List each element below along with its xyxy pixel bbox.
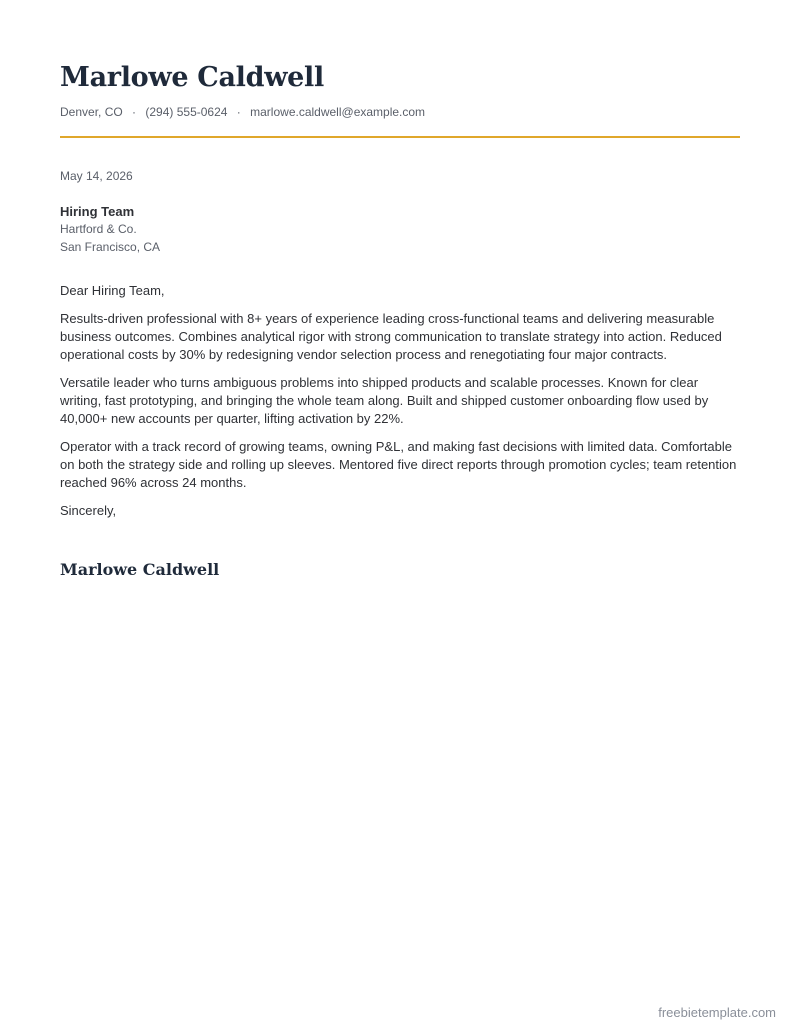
recipient-block bbox=[60, 204, 160, 256]
letter-body bbox=[60, 282, 740, 530]
salutation: Dear Hiring Team, bbox=[60, 283, 165, 298]
contact-phone: (294) 555-0624 bbox=[145, 105, 228, 119]
applicant-name: Marlowe Caldwell bbox=[60, 62, 324, 93]
body-paragraph: Results-driven professional with 8+ years of experience leading cross-functional teams and delivering measurable business outcomes. Combines analytical rigor with strong communication to translate strategy into action. Reduced operational costs by 30% by redesigning vendor selection process and renegotiating four major contracts. bbox=[60, 311, 722, 362]
closing: Sincerely, bbox=[60, 503, 117, 518]
recipient-city: San Francisco, CA bbox=[60, 240, 161, 254]
recipient-company: Hartford & Co. bbox=[60, 222, 137, 236]
contact-line bbox=[60, 105, 425, 119]
contact-separator: · bbox=[132, 105, 137, 119]
contact-separator: · bbox=[236, 105, 241, 119]
contact-location: Denver, CO bbox=[60, 105, 123, 119]
signature-name: Marlowe Caldwell bbox=[60, 560, 220, 579]
body-paragraph: Versatile leader who turns ambiguous problems into shipped products and scalable processes. Known for clear writing, fast prototyping, and bringing the whole team along. Built and shipped customer onboarding flow used by 40,000+ new accounts per quarter, lifting activation by 22%. bbox=[60, 375, 709, 426]
header-divider bbox=[60, 136, 740, 138]
letter-date: May 14, 2026 bbox=[60, 169, 133, 183]
recipient-name: Hiring Team bbox=[60, 204, 135, 219]
body-paragraph: Operator with a track record of growing teams, owning P&L, and making fast decisions with limited data. Comfortable on both the strategy side and rolling up sleeves. Mentored five direct reports through promotion cycles; team retention reached 96% across 24 months. bbox=[60, 439, 737, 490]
footer-watermark-link[interactable]: freebietemplate.com bbox=[658, 1005, 776, 1020]
contact-email: marlowe.caldwell@example.com bbox=[250, 105, 426, 119]
